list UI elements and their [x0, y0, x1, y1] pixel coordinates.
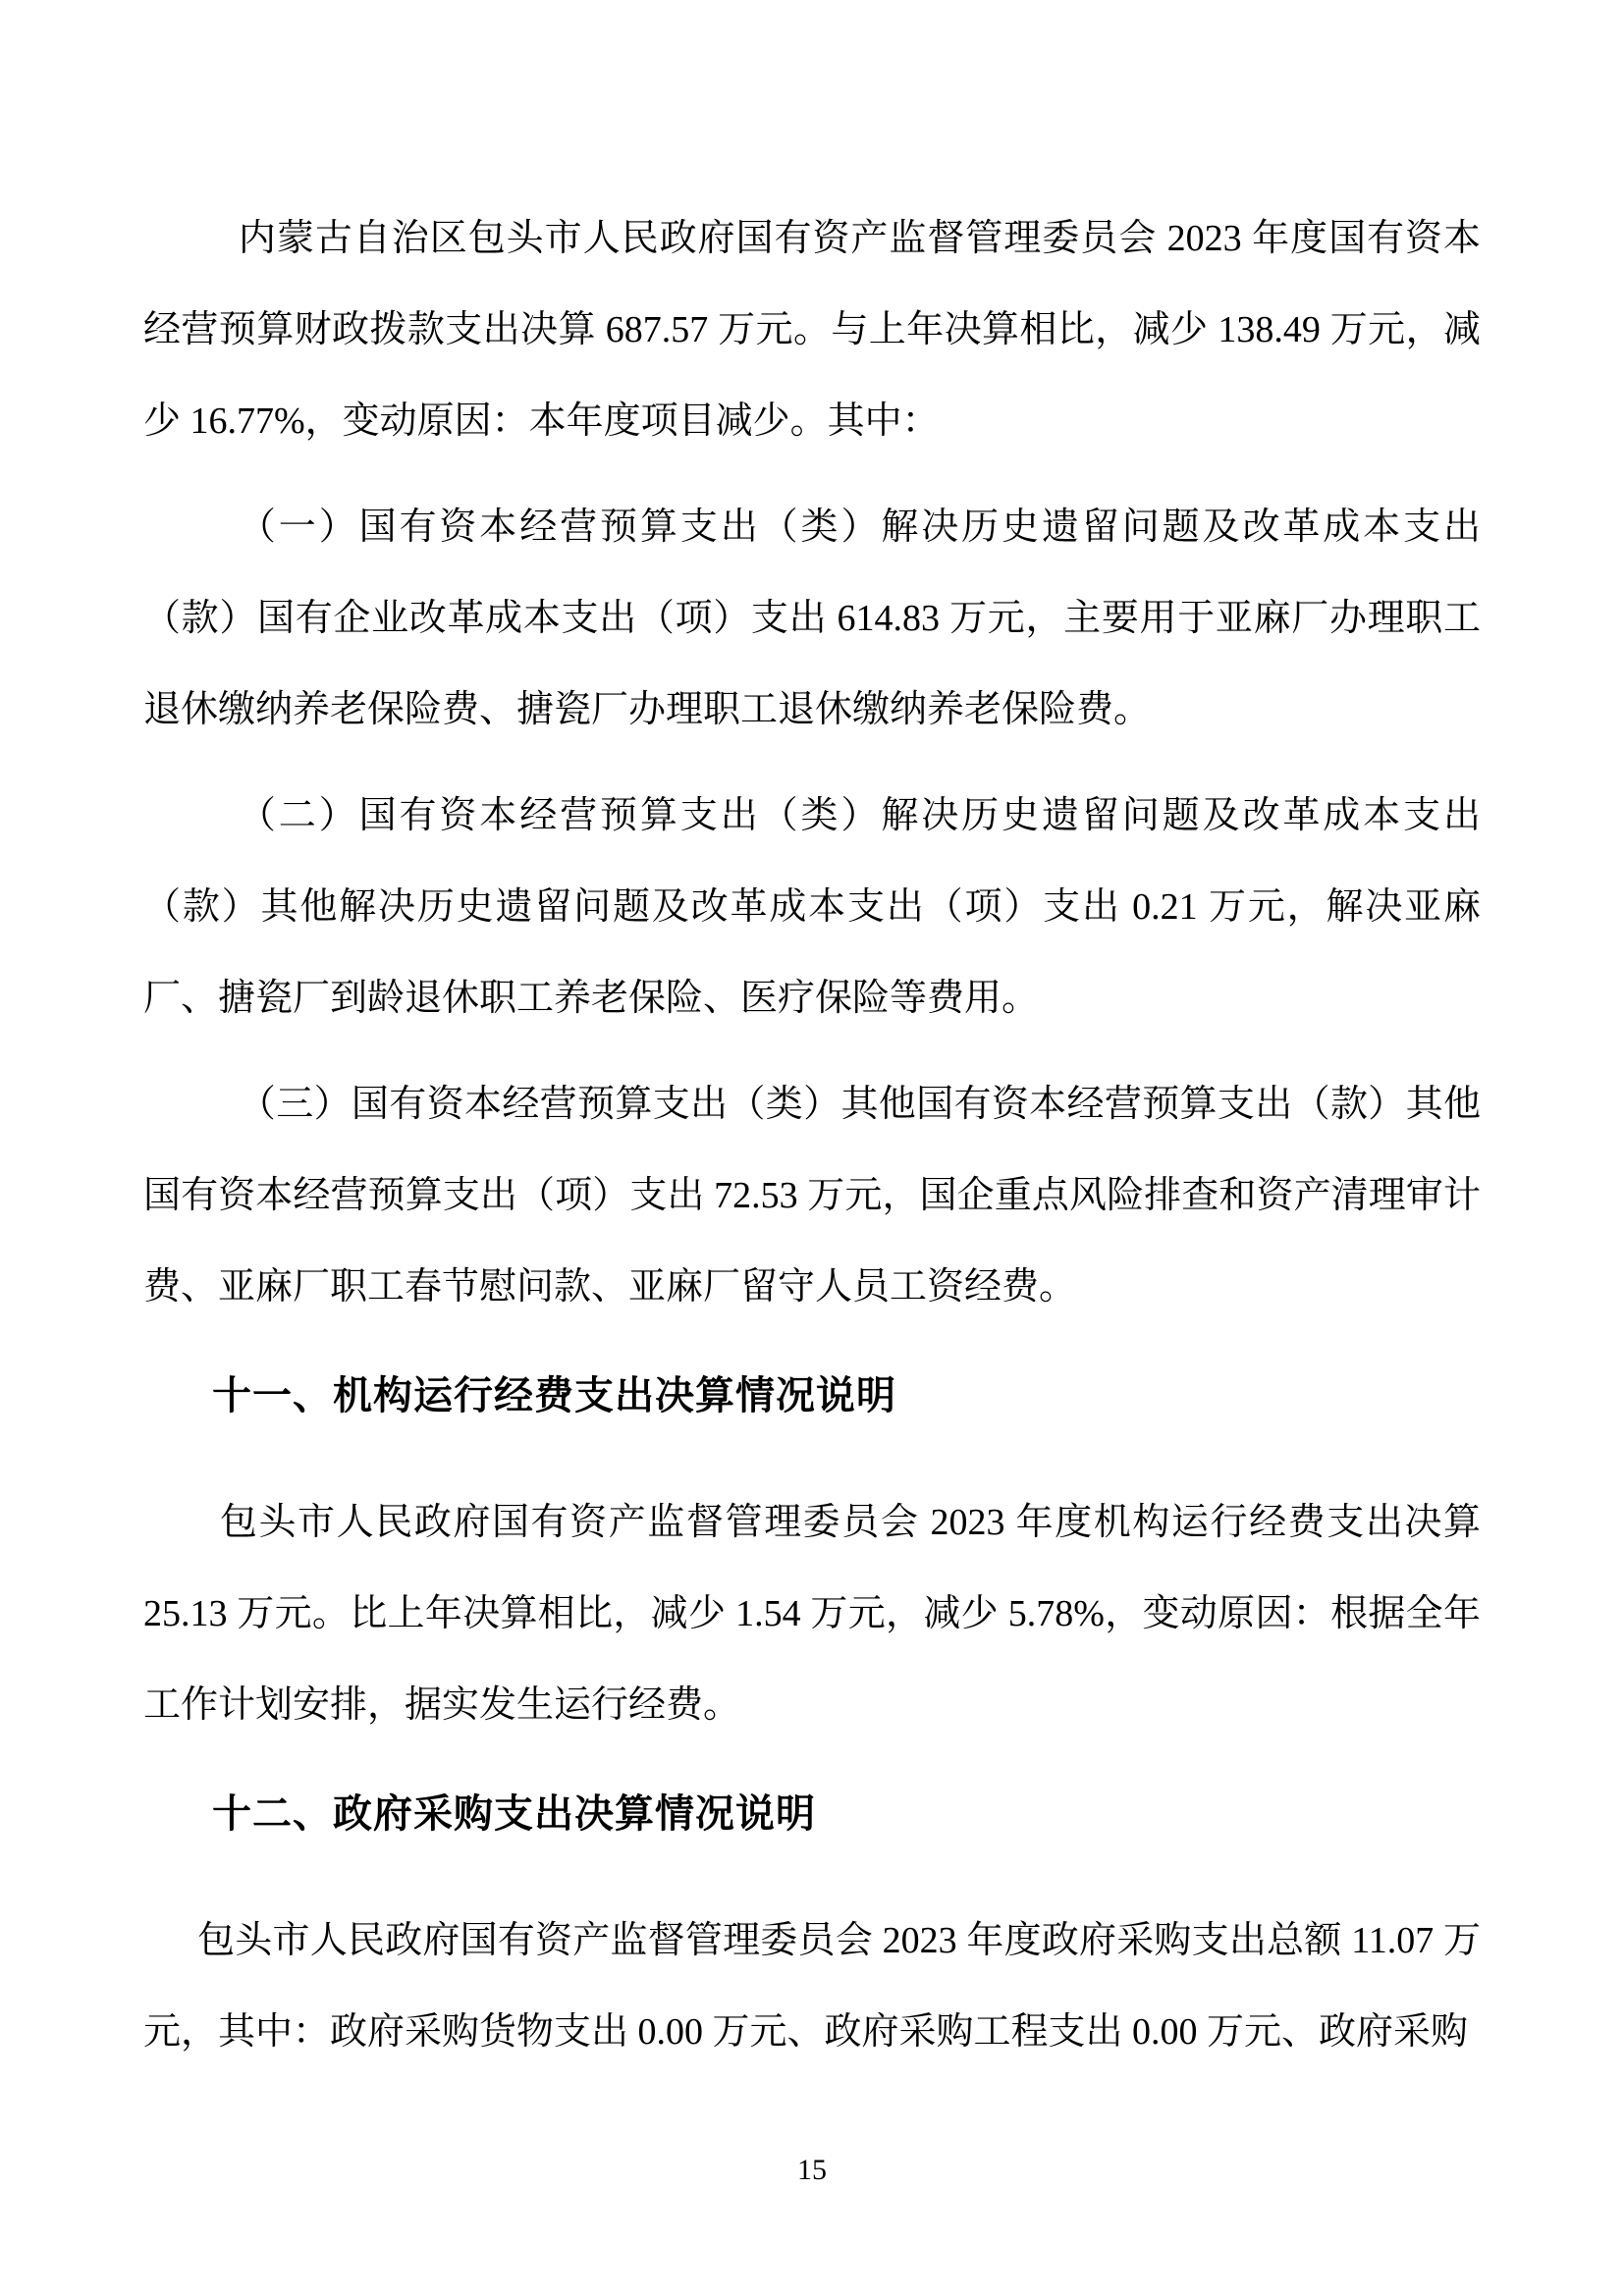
section-heading-11-operating-expenses: 十一、机构运行经费支出决算情况说明: [212, 1374, 896, 1417]
section-heading-12-government-procurement: 十二、政府采购支出决算情况说明: [212, 1792, 816, 1836]
paragraph-item-2-legacy-issues: （二）国有资本经营预算支出（类）解决历史遗留问题及改革成本支出（款）其他解决历史遗留问题及改革成本支出（项）支出 0.21 万元，解决亚麻厂、搪瓷厂到龄退休职工养老保险、医疗保险等费用。: [143, 795, 1481, 1019]
page-number: 15: [797, 2154, 827, 2186]
paragraph-government-procurement-detail: 包头市人民政府国有资产监督管理委员会 2023 年度政府采购支出总额 11.07 万元，其中：政府采购货物支出 0.00 万元、政府采购工程支出 0.00 万元、政府采购: [143, 1920, 1481, 2053]
paragraph-capital-budget-summary: 内蒙古自治区包头市人民政府国有资产监督管理委员会 2023 年度国有资本经营预算财政拨款支出决算 687.57 万元。与上年决算相比，减少 138.49 万元，减少 16.77%，变动原因：本年度项目减少。其中：: [143, 218, 1481, 442]
document-body: [143, 0, 1481, 2078]
paragraph-item-3-other-expenditure: （三）国有资本经营预算支出（类）其他国有资本经营预算支出（款）其他国有资本经营预算支出（项）支出 72.53 万元，国企重点风险排查和资产清理审计费、亚麻厂职工春节慰问款、亚麻厂留守人员工资经费。: [143, 1084, 1481, 1308]
paragraph-operating-expenses-detail: 包头市人民政府国有资产监督管理委员会 2023 年度机构运行经费支出决算 25.13 万元。比上年决算相比，减少 1.54 万元，减少 5.78%，变动原因：根据全年工作计划安排，据实发生运行经费。: [143, 1502, 1481, 1726]
paragraph-item-1-reform-cost: （一）国有资本经营预算支出（类）解决历史遗留问题及改革成本支出（款）国有企业改革成本支出（项）支出 614.83 万元，主要用于亚麻厂办理职工退休缴纳养老保险费、搪瓷厂办理职工退休缴纳养老保险费。: [143, 507, 1481, 730]
